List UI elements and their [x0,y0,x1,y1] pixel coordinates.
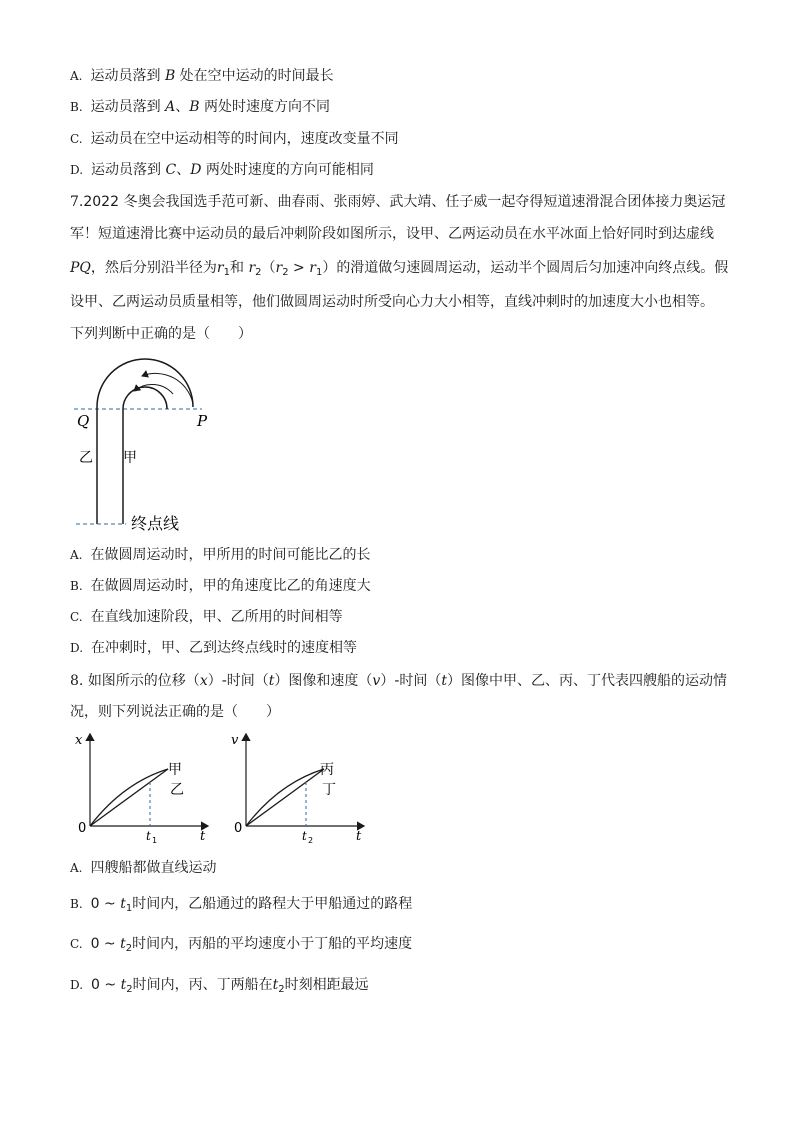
question-text: ，然后分别沿半径为 [90,260,217,276]
curve-yi-line [90,769,168,826]
option-text: 在直线加速阶段，甲、乙所用的时间相等 [90,609,343,625]
q8-option-b [70,894,412,919]
question-text: 军！短道速滑比赛中运动员的最后冲刺阶段如图所示，设甲、乙两运动员在水平冰面上恰好同时到达虚线 [70,226,714,242]
question-text: 况，则下列说法正确的是（ ） [70,704,280,720]
question-text: ）-时间（ [380,673,442,689]
option-letter: C. [70,610,83,624]
option-letter: B. [70,100,83,114]
variable: B [164,68,176,84]
variable: v [372,673,381,689]
variable: r [309,260,316,276]
option-text: 在做圆周运动时，甲所用的时间可能比乙的长 [90,547,371,563]
question-text: 和 [229,260,244,276]
option-letter: D. [70,163,84,177]
option-text: 运动员落到 [90,99,166,115]
option-text: 时刻相距最远 [284,977,369,993]
question-text: ）图像中甲、乙、丙、丁代表四艘船的运动情 [447,673,728,689]
option-text: 运动员落到 [91,162,166,178]
t1-tick-label: t [146,829,151,843]
subscript: 1 [315,267,323,278]
variable: x [199,673,208,689]
option-text: 两处时速度的方向可能相同 [201,162,374,178]
option-letter: B. [70,579,83,593]
variable: D [190,162,202,178]
variable: r [275,260,283,276]
variable: A [165,99,176,115]
q7-stem-line-2 [70,224,714,244]
origin-label: 0 [78,821,87,836]
option-letter: A. [70,861,83,875]
t2-tick-subscript: 2 [308,836,314,845]
t2-tick-label: t [302,829,307,843]
variable: t [272,977,279,993]
q7-stem-line-4 [70,292,714,312]
q8-option-c [70,934,412,959]
subscript: 2 [255,267,262,278]
q7-option-a [70,545,370,565]
option-text: 、 [175,99,190,115]
variable: C [165,162,177,178]
q7-option-d [70,638,357,658]
question-text: 如图所示的位移（ [87,673,200,689]
x-axis-label: t [356,829,362,844]
q7-option-c [70,607,343,627]
variable: t [120,936,126,952]
option-text: 处在空中运动的时间最长 [175,68,334,84]
subscript: 1 [125,903,133,914]
option-letter: D. [70,978,84,992]
subscript: 2 [282,267,289,278]
y-axis-label: x [75,733,83,748]
range-text: 0 ~ [91,977,121,993]
question-number: 7. [70,194,84,210]
variable: t [120,896,126,912]
option-letter: D. [70,641,84,655]
variable: t [268,673,275,689]
x-axis-label: t [200,829,206,844]
q7-option-b [70,576,371,596]
option-text: 四艘船都做直线运动 [90,860,217,876]
origin-label: 0 [234,821,243,836]
variable: B [189,99,200,115]
q8-xt-graph [68,728,218,846]
option-text: 时间内，乙船通过的路程大于甲船通过的路程 [132,896,413,912]
option-letter: C. [70,937,83,951]
q8-stem-line-2 [70,702,280,722]
q7-track-figure [62,352,262,538]
option-letter: B. [70,897,83,911]
q6-option-d [70,160,374,180]
q6-option-b [70,97,330,117]
option-letter: A. [70,69,83,83]
label-yi: 乙 [170,782,184,798]
q6-option-a [70,66,334,86]
label-finish-line: 终点线 [131,514,180,533]
variable: t [120,977,127,993]
option-text: 时间内，丙船的平均速度小于丁船的平均速度 [132,936,413,952]
question-text: ）图像和速度（ [274,673,373,689]
variable: t [441,673,448,689]
variable: PQ [70,260,91,276]
q7-stem-line-1 [70,192,725,212]
option-text: 运动员在空中运动相等的时间内，速度改变量不同 [90,131,399,147]
label-yi: 乙 [79,450,93,466]
q8-option-d [70,975,369,1000]
q7-stem-line-3 [70,258,728,283]
outer-lane-path [97,359,193,524]
option-text: 在做圆周运动时，甲的角速度比乙的角速度大 [90,578,371,594]
label-jia: 甲 [168,762,182,778]
range-text: 0 ~ [90,936,121,952]
question-text: 设甲、乙两运动员质量相等，他们做圆周运动时所受向心力大小相等，直线冲刺时的加速度大小也相等。 [70,294,714,310]
question-text: ） [322,260,337,276]
question-text: 下列判断中正确的是（ ） [70,326,252,342]
q8-option-a [70,858,216,878]
variable: r [216,260,224,276]
q6-option-c [70,129,399,149]
question-text: > [288,260,310,276]
curve-ding-line [246,769,324,826]
label-jia: 甲 [123,450,137,466]
q8-stem-line-1 [70,671,727,691]
option-text: 、 [176,162,191,178]
question-text: ）-时间（ [207,673,269,689]
subscript: 1 [223,267,230,278]
subscript: 2 [125,943,133,954]
question-text: （ [261,260,276,276]
option-letter: C. [70,132,83,146]
option-text: 运动员落到 [90,68,165,84]
subscript: 2 [126,984,133,995]
q8-vt-graph [224,728,374,846]
subscript: 2 [278,984,285,995]
option-text: 时间内，丙、丁两船在 [132,977,273,993]
y-axis-label: v [231,733,239,748]
q7-stem-line-5 [70,324,252,344]
question-text: 2022 冬奥会我国选手范可新、曲春雨、张雨婷、武大靖、任子威一起夺得短道速滑混合团体接力奥运冠 [83,194,726,210]
question-text: 的滑道做匀速圆周运动，运动半个圆周后匀加速冲向终点线。假 [336,260,729,276]
variable: r [248,260,256,276]
option-letter: A. [70,548,83,562]
option-text: 在冲刺时，甲、乙到达终点线时的速度相等 [91,640,358,656]
t1-tick-subscript: 1 [152,836,158,845]
label-q: Q [77,412,90,430]
label-bing: 丙 [320,762,334,778]
label-p: P [197,412,208,430]
range-text: 0 ~ [90,896,121,912]
label-ding: 丁 [322,782,336,798]
option-text: 两处时速度方向不同 [199,99,330,115]
question-number: 8. [70,673,84,689]
